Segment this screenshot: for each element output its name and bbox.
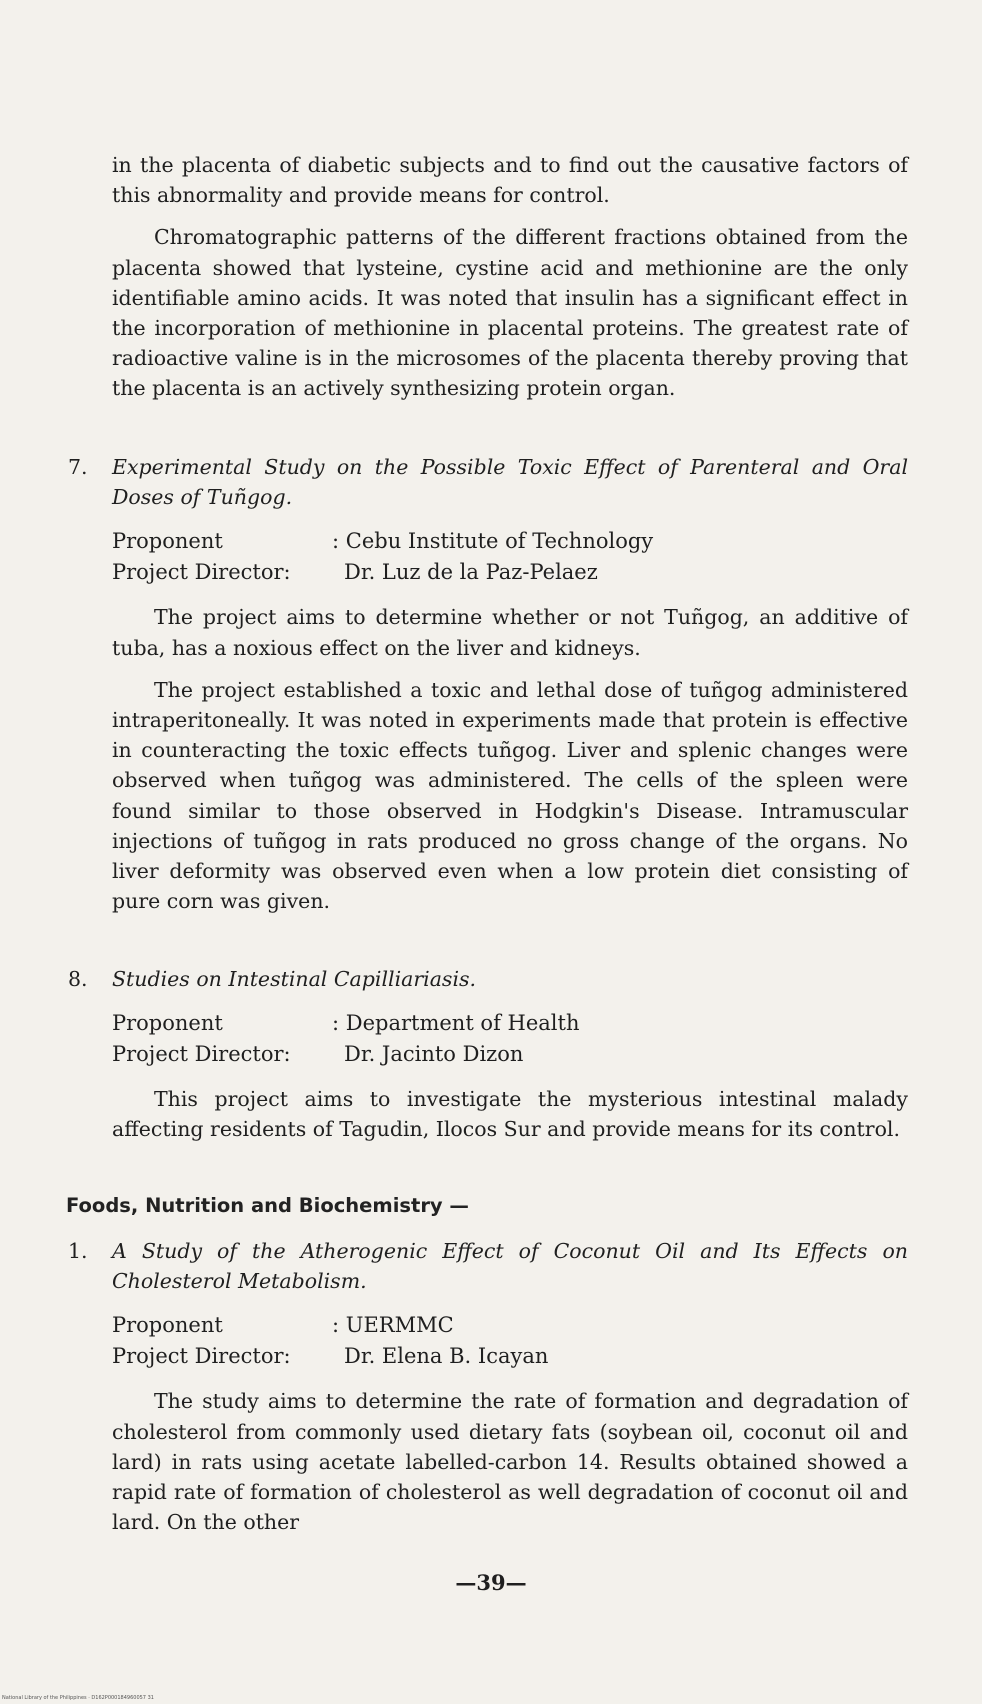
project-title <box>68 964 908 994</box>
director-value: Dr. Luz de la Paz-Pelaez <box>344 560 598 585</box>
proponent-label: Proponent <box>112 1313 223 1338</box>
proponent-label: Proponent <box>112 1011 223 1036</box>
item-number: 1. <box>68 1239 88 1263</box>
proponent-label: Proponent <box>112 529 223 554</box>
paragraph: The project aims to determine whether or not Tuñgog, an additive of tuba, has a noxious effect on the liver and kidneys. <box>112 605 908 660</box>
paragraph: The study aims to determine the rate of formation and degradation of cholesterol from commonly used dietary fats (soybean oil, coconut oil and lard) in rats using acetate labelled-carbon 14. Results obtained showed a rapid rate of formation of cholesterol as well degradation of coconut oil and lard. On the other <box>112 1389 908 1535</box>
director-label: Project Director: <box>112 1042 291 1067</box>
project-item-7 <box>68 452 908 916</box>
project-title-text: Experimental Study on the Possible Toxic Effect of Parenteral and Oral Doses of Tuñgog. <box>112 455 908 510</box>
section-heading: Foods, Nutrition and Biochemistry — <box>66 1194 469 1217</box>
project-title <box>68 1236 908 1296</box>
project-title <box>68 452 908 512</box>
intro-section <box>112 150 908 404</box>
paragraph: This project aims to investigate the mysterious intestinal malady affecting residents of Tagudin, Ilocos Sur and provide means for its control. <box>112 1087 908 1142</box>
project-meta <box>112 1008 908 1070</box>
proponent-value: : UERMMC <box>332 1313 454 1338</box>
item-number: 8. <box>68 967 88 991</box>
project-title-text: Studies on Intestinal Capilliariasis. <box>112 967 477 991</box>
director-value: Dr. Jacinto Dizon <box>344 1042 524 1067</box>
director-label: Project Director: <box>112 560 291 585</box>
director-value: Dr. Elena B. Icayan <box>344 1344 549 1369</box>
project-meta <box>112 1310 908 1372</box>
project-title-text: A Study of the Atherogenic Effect of Coconut Oil and Its Effects on Cholesterol Metabolism. <box>112 1239 908 1294</box>
project-item-8 <box>68 964 908 1145</box>
director-label: Project Director: <box>112 1344 291 1369</box>
footer-note: National Library of the Philippines · D162P000184960057 31 <box>2 1695 154 1701</box>
paragraph: in the placenta of diabetic subjects and to find out the causative factors of this abnormality and provide means for control. <box>112 153 908 208</box>
paragraph: Chromatographic patterns of the different fractions obtained from the placenta showed that lysteine, cystine acid and methionine are the only identifiable amino acids. It was noted that insulin has a significant effect in the incorporation of methionine in placental proteins. The greatest rate of radioactive valine is in the microsomes of the placenta thereby proving that the placenta is an actively synthesizing protein organ. <box>112 225 908 401</box>
proponent-value: : Department of Health <box>332 1011 580 1036</box>
paragraph: The project established a toxic and lethal dose of tuñgog administered intraperitoneally. It was noted in experiments made that protein is effective in counteracting the toxic effects tuñgog. Liver and splenic changes were observed when tuñgog was administered. The cells of the spleen were found similar to those observed in Hodgkin's Disease. Intramuscular injections of tuñgog in rats produced no gross change of the organs. No liver deformity was observed even when a low protein diet consisting of pure corn was given. <box>112 677 908 914</box>
proponent-value: : Cebu Institute of Technology <box>332 529 654 554</box>
item-number: 7. <box>68 455 88 479</box>
project-meta <box>112 526 908 588</box>
page-number: —39— <box>455 1570 527 1595</box>
project-item-1 <box>68 1236 908 1537</box>
